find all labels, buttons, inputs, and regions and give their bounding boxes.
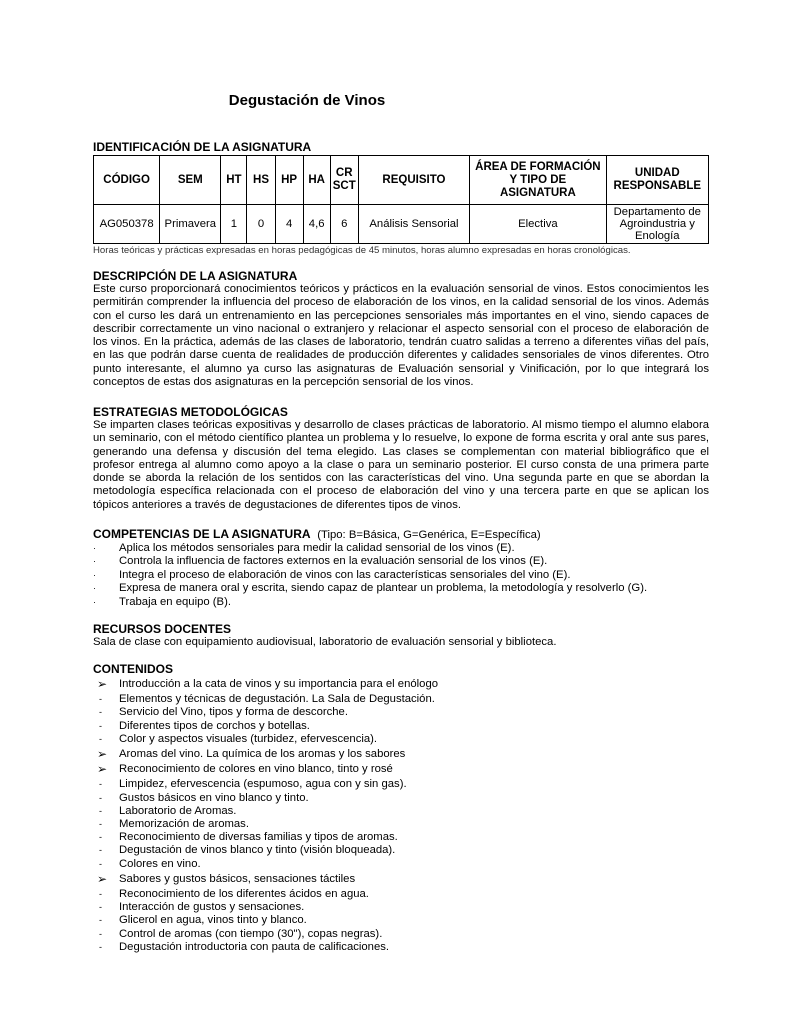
description-section: [93, 270, 709, 389]
list-item: [93, 569, 709, 582]
list-item-text: Sabores y gustos básicos, sensaciones táctiles: [119, 872, 356, 885]
list-item: [93, 831, 709, 844]
arrow-bullet-icon: ➢: [97, 747, 108, 762]
list-item: [93, 792, 709, 805]
list-item: [93, 678, 709, 691]
dash-bullet-icon: -: [99, 941, 102, 952]
list-item-text: Integra el proceso de elaboración de vinos con las características sensoriales del vino (E).: [119, 568, 571, 581]
identification-heading: IDENTIFICACIÓN DE LA ASIGNATURA: [93, 140, 312, 154]
strategies-heading: ESTRATEGIAS METODOLÓGICAS: [93, 405, 288, 419]
dash-bullet-icon: -: [99, 915, 102, 926]
list-item: [93, 818, 709, 831]
cell-area: Electiva: [470, 205, 606, 244]
list-item-text: Introducción a la cata de vinos y su importancia para el enólogo: [119, 678, 439, 690]
list-item-text: Controla la influencia de factores externos en la evaluación sensorial de los vinos (E).: [119, 555, 548, 568]
strategies-section: [93, 406, 709, 512]
list-item: [93, 733, 709, 746]
list-item: [93, 928, 709, 941]
list-item: [93, 555, 709, 568]
dash-bullet-icon: -: [99, 694, 102, 705]
header-sem: SEM: [160, 156, 221, 205]
cell-hp: 4: [275, 205, 303, 244]
page-title: Degustación de Vinos: [228, 92, 386, 109]
list-item: [93, 805, 709, 818]
dash-bullet-icon: -: [99, 805, 102, 816]
header-area: ÁREA DE FORMACIÓN Y TIPO DE ASIGNATURA: [470, 156, 606, 205]
contents-section: [93, 663, 709, 954]
list-item-text: Diferentes tipos de corchos y botellas.: [119, 719, 310, 732]
list-item-text: Reconocimiento de diversas familias y tipos de aromas.: [119, 831, 398, 844]
competencies-type-legend: (Tipo: B=Básica, G=Genérica, E=Específica): [317, 529, 541, 541]
dash-bullet-icon: -: [99, 845, 102, 856]
table-row: [94, 205, 709, 244]
cell-cr-sct: 6: [330, 205, 358, 244]
header-cr-sct: CR SCT: [330, 156, 358, 205]
list-item-text: Limpidez, efervescencia (espumoso, agua con y sin gas).: [119, 778, 407, 791]
arrow-bullet-icon: ➢: [97, 762, 108, 777]
contents-list: [93, 678, 709, 954]
dash-bullet-icon: -: [99, 733, 102, 744]
dash-bullet-icon: -: [99, 832, 102, 843]
bullet-icon: ·: [93, 596, 96, 607]
bullet-icon: ·: [93, 569, 96, 580]
bullet-icon: ·: [93, 556, 96, 567]
list-item: [93, 542, 709, 555]
list-item-text: Degustación de vinos blanco y tinto (visión bloqueada).: [119, 844, 396, 857]
list-item-text: Elementos y técnicas de degustación. La Sala de Degustación.: [119, 693, 435, 706]
cell-hs: 0: [247, 205, 275, 244]
description-heading: DESCRIPCIÓN DE LA ASIGNATURA: [93, 269, 298, 283]
header-codigo: CÓDIGO: [94, 156, 160, 205]
list-item-text: Color y aspectos visuales (turbidez, efervescencia).: [119, 732, 378, 745]
list-item-text: Glicerol en agua, vinos tinto y blanco.: [119, 914, 307, 927]
cell-sem: Primavera: [160, 205, 221, 244]
list-item: [93, 720, 709, 733]
bullet-icon: ·: [93, 543, 96, 553]
list-item-text: Gustos básicos en vino blanco y tinto.: [119, 791, 309, 804]
dash-bullet-icon: -: [99, 889, 102, 900]
list-item-text: Colores en vino.: [119, 857, 201, 870]
list-item-text: Interacción de gustos y sensaciones.: [119, 901, 305, 914]
dash-bullet-icon: -: [99, 707, 102, 718]
resources-text: Sala de clase con equipamiento audiovisual, laboratorio de evaluación sensorial y biblioteca.: [93, 636, 557, 648]
list-item: [93, 748, 709, 761]
cell-ht: 1: [221, 205, 247, 244]
header-unidad: UNIDAD RESPONSABLE: [606, 156, 708, 205]
list-item-text: Servicio del Vino, tipos y forma de descorche.: [119, 706, 348, 719]
competencies-heading: [93, 528, 709, 542]
dash-bullet-icon: -: [99, 902, 102, 913]
arrow-bullet-icon: ➢: [97, 677, 108, 691]
list-item: [93, 763, 709, 776]
list-item-text: Reconocimiento de los diferentes ácidos en agua.: [119, 888, 369, 901]
competencies-list: [93, 542, 709, 609]
identification-section: [93, 141, 709, 256]
header-requisito: REQUISITO: [358, 156, 469, 205]
description-text: Este curso proporcionará conocimientos teóricos y prácticos en la evaluación sensorial de vinos. Estos conocimientos les permitirán comprender la influencia del proceso de elaboración de los vinos, en la calidad sensorial de los vinos. Además con el curso les dará un entrenamiento en las percepciones sensoriales más importantes en el vino, siendo capaces de describir correctamente un vino nacional o extranjero y relacionar el aspecto sensorial con el proceso de elaboración de los vinos. En la práctica, además de las clases de laboratorio, tendrán cuatro salidas a terreno a diferentes viñas del país, en las que podrán darse cuenta de realidades de producción diferentes y calidades sensoriales de vinos diferentes. Otro punto interesante, el alumno ya curso las asignaturas de Evaluación sensorial y Vinificación, por lo que integrará los conceptos de estas dos asignaturas en la percepción sensorial de los vinos.: [93, 283, 709, 389]
dash-bullet-icon: -: [99, 779, 102, 790]
arrow-bullet-icon: ➢: [97, 871, 108, 886]
list-item-text: Trabaja en equipo (B).: [119, 595, 231, 608]
cell-requisito: Análisis Sensorial: [358, 205, 469, 244]
list-item-text: Memorización de aromas.: [119, 818, 249, 831]
cell-unidad: Departamento de Agroindustria y Enología: [606, 205, 708, 244]
list-item: [93, 582, 709, 595]
cell-codigo: AG050378: [94, 205, 160, 244]
header-ht: HT: [221, 156, 247, 205]
list-item-text: Expresa de manera oral y escrita, siendo capaz de plantear un problema, la metodología y resolverlo (G).: [119, 582, 648, 595]
competencies-section: [93, 528, 709, 609]
list-item-text: Degustación introductoria con pauta de calificaciones.: [119, 940, 390, 953]
resources-heading: RECURSOS DOCENTES: [93, 622, 232, 636]
list-item-text: Control de aromas (con tiempo (30"), copas negras).: [119, 927, 383, 940]
list-item-text: Aplica los métodos sensoriales para medir la calidad sensorial de los vinos (E).: [119, 542, 515, 554]
dash-bullet-icon: -: [99, 819, 102, 830]
list-item-text: Reconocimiento de colores en vino blanco, tinto y rosé: [119, 763, 393, 776]
hours-note: Horas teóricas y prácticas expresadas en horas pedagógicas de 45 minutos, horas alumno expresadas en horas cronológicas.: [93, 245, 631, 256]
list-item: [93, 873, 709, 886]
list-item: [93, 844, 709, 857]
table-header-row: [94, 156, 709, 205]
bullet-icon: ·: [93, 583, 96, 594]
cell-ha: 4,6: [303, 205, 330, 244]
resources-section: [93, 623, 709, 649]
list-item-text: Laboratorio de Aromas.: [119, 804, 237, 817]
list-item: [93, 693, 709, 706]
dash-bullet-icon: -: [99, 792, 102, 803]
dash-bullet-icon: -: [99, 858, 102, 869]
list-item: [93, 778, 709, 791]
header-hp: HP: [275, 156, 303, 205]
list-item: [93, 888, 709, 901]
header-ha: HA: [303, 156, 330, 205]
dash-bullet-icon: -: [99, 720, 102, 731]
list-item: [93, 914, 709, 927]
strategies-text: Se imparten clases teóricas expositivas y desarrollo de clases prácticas de laboratorio. Al mismo tiempo el alumno elabora un seminario, con el método científico plantea un problema y lo resuelve, lo expone de forma escrita y oral ante sus pares, generando una defensa y discusión del tema elegido. Las clases se complementan con material bibliográfico que el profesor entrega al alumno como apoyo a la clase o para un seminario posterior. El curso consta de una primera parte donde se aborda la relación de los sentidos con las características del vino. Una segunda parte en que se abordan la metodología específica relacionada con el proceso de elaboración del vino y una tercera parte en que se aplican los tópicos anteriores a través de degustaciones de diferentes tipos de vinos.: [93, 419, 709, 511]
header-hs: HS: [247, 156, 275, 205]
list-item: [93, 706, 709, 719]
list-item: [93, 901, 709, 914]
list-item: [93, 941, 709, 954]
list-item-text: Aromas del vino. La química de los aromas y los sabores: [119, 748, 406, 761]
competencies-heading-text: COMPETENCIAS DE LA ASIGNATURA: [93, 527, 311, 541]
dash-bullet-icon: -: [99, 928, 102, 939]
list-item: [93, 858, 709, 871]
identification-table: [93, 155, 709, 244]
contents-heading: CONTENIDOS: [93, 662, 174, 676]
list-item: [93, 596, 709, 609]
